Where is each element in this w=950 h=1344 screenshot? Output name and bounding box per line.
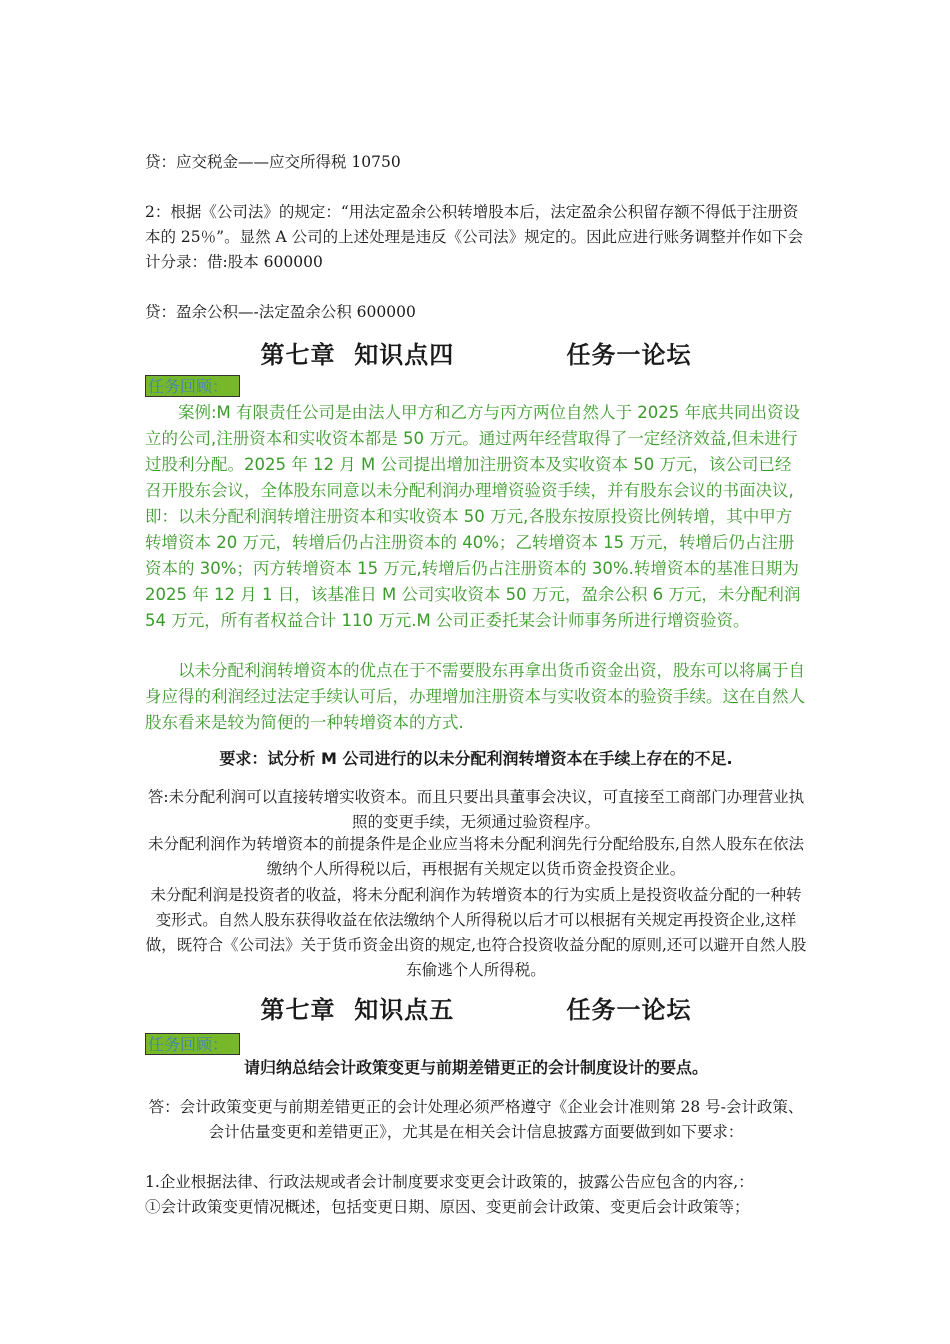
credit-reserve-line: 贷：盈余公积—-法定盈余公积 600000: [145, 303, 416, 321]
question-line: 请归纳总结会计政策变更与前期差错更正的会计制度设计的要点。: [243, 1058, 708, 1077]
answer-paragraph-1: 答:未分配利润可以直接转增实收资本。而且只要出具董事会决议，可直接至工商部门办理营业执照的变更手续，无须通过验资程序。: [147, 788, 805, 831]
answer-paragraph-3: 未分配利润是投资者的收益，将未分配利润作为转增资本的行为实质上是投资收益分配的一种转变形式。自然人股东获得收益在依法缴纳个人所得税以后才可以根据有关规定再投资企业,这样做，既符合《公司法》关于货币资金出资的规定,也符合投资收益分配的原则,还可以避开自然人股东偷逃个人所得税。: [145, 886, 807, 979]
requirement-line: 要求：试分析 M 公司进行的以未分配利润转增资本在手续上存在的不足.: [219, 749, 733, 768]
credit-tax-line: 贷：应交税金——应交所得税 10750: [145, 153, 401, 171]
task-review-tag-2: 任务回顾：: [145, 1033, 240, 1055]
case-paragraph: 案例:M 有限责任公司是由法人甲方和乙方与丙方两位自然人于 2025 年底共同出资设立的公司,注册资本和实收资本都是 50 万元。通过两年经营取得了一定经济效益,但未进行过股利分配。2025 年 12 月 M 公司提出增加注册资本及实收资本 50 万元，该公司已经召开股东会议，全体股东同意以未分配利润办理增资验资手续，并有股东会议的书面决议,即：以未分配利润转增注册资本和实收资本 50 万元,各股东按原投资比例转增，其中甲方转增资本 20 万元，转增后仍占注册资本的 40%；乙转增资本 15 万元，转增后仍占注册资本的 30%；丙方转增资本 15 万元,转增后仍占注册资本的 30%.转增资本的基准日期为 2025 年 12 月 1 日，该基准日 M 公司实收资本 50 万元，盈余公积 6 万元，未分配利润 54 万元，所有者权益合计 110 万元.M 公司正委托某会计师事务所进行增资验资。: [145, 403, 801, 630]
task-review-tag: 任务回顾：: [145, 375, 240, 397]
policy-answer-paragraph: 答：会计政策变更与前期差错更正的会计处理必须严格遵守《企业会计准则第 28 号-会计政策、会计估量变更和差错更正》，尤其是在相关会计信息披露方面要做到如下要求：: [148, 1098, 804, 1141]
section-heading-7-4: 第七章 知识点四 任务一论坛: [260, 340, 692, 369]
disclosure-item-1a: ①会计政策变更情况概述，包括变更日期、原因、变更前会计政策、变更后会计政策等；: [145, 1198, 750, 1216]
disclosure-item-1: 1.企业根据法律、行政法规或者会计制度要求变更会计政策的，披露公告应包含的内容,：: [145, 1173, 754, 1191]
answer-paragraph-2: 未分配利润作为转增资本的前提条件是企业应当将未分配利润先行分配给股东,自然人股东在依法缴纳个人所得税以后，再根据有关规定以货币资金投资企业。: [148, 835, 804, 878]
advantage-paragraph: 以未分配利润转增资本的优点在于不需要股东再拿出货币资金出资，股东可以将属于自身应得的利润经过法定手续认可后，办理增加注册资本与实收资本的验资手续。这在自然人股东看来是较为简便的一种转增资本的方式.: [145, 661, 805, 732]
company-law-paragraph: 2：根据《公司法》的规定：“用法定盈余公积转增股本后，法定盈余公积留存额不得低于注册资本的 25％”。显然 A 公司的上述处理是违反《公司法》规定的。因此应进行账务调整并作如下会计分录：借:股本 600000: [145, 203, 804, 271]
section-heading-7-5: 第七章 知识点五 任务一论坛: [260, 995, 692, 1024]
